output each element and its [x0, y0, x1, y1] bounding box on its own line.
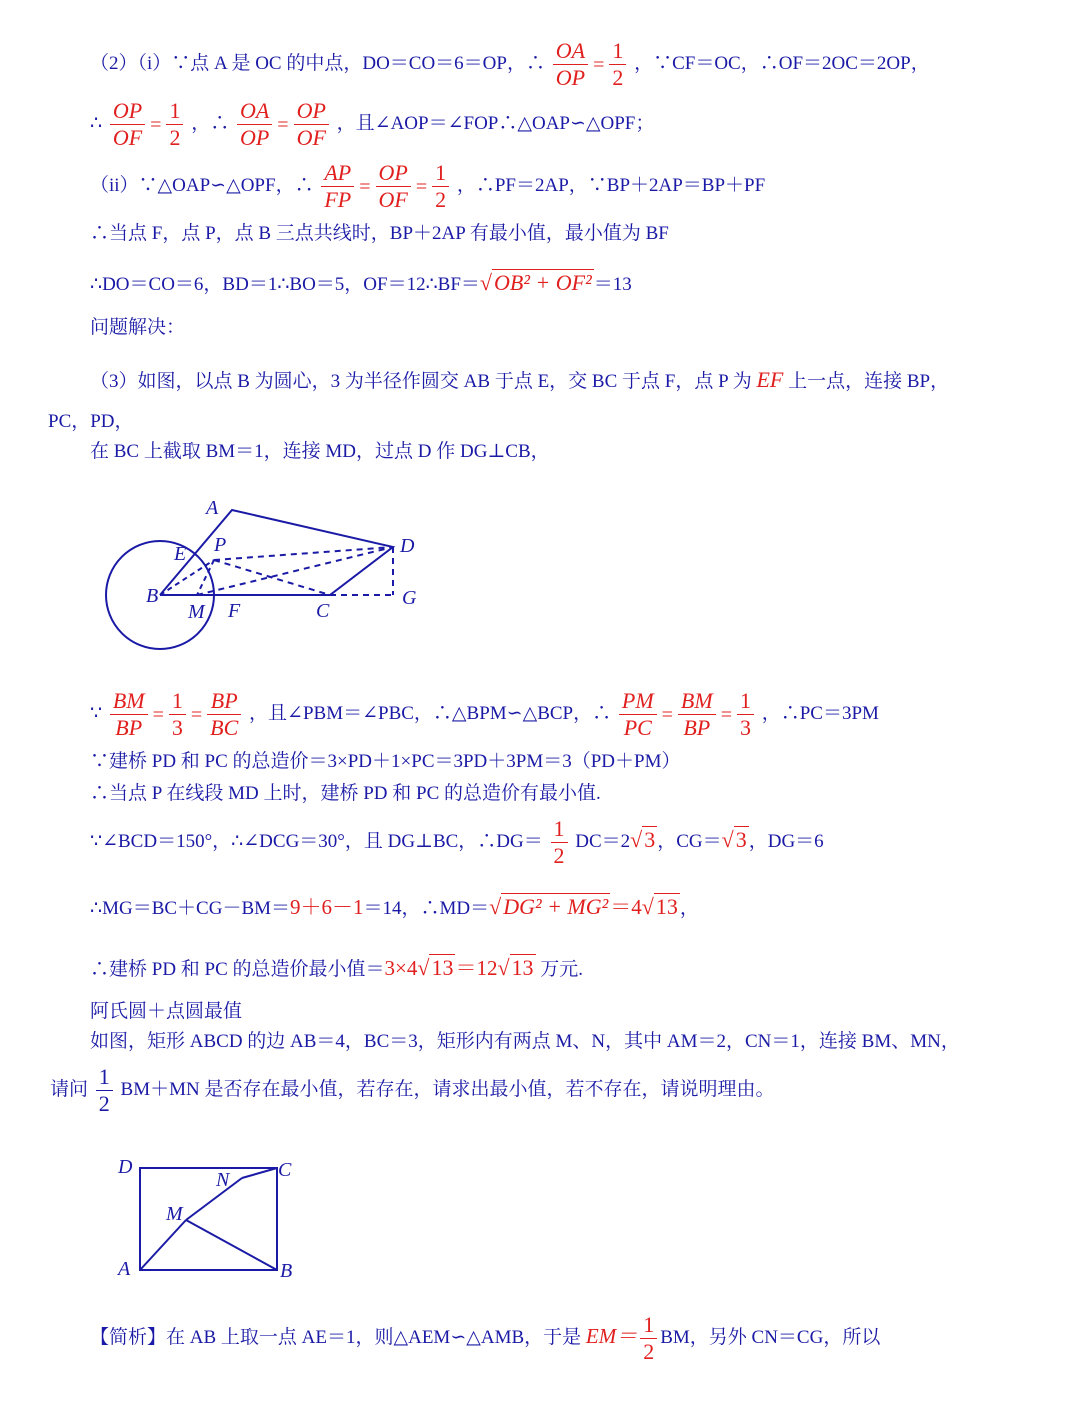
fraction: $\frac{1}{3}$ — [169, 690, 186, 739]
sqrt-expression: √3 — [721, 826, 747, 852]
label-p: P — [214, 534, 227, 556]
part3b-line2: ∵建桥 PD 和 PC 的总造价＝3×PD＋1×PC＝3PD＋3PM＝3（PD＋PM） — [90, 751, 681, 772]
figure-rectangle-abcd — [110, 1150, 310, 1285]
fraction: $\frac{1}{3}$ — [737, 690, 754, 739]
part2-line4: ∴当点 F，点 P，点 B 三点共线时，BP＋2AP 有最小值，最小值为 BF — [90, 223, 669, 244]
label-a2: A — [118, 1258, 131, 1280]
label-a: A — [206, 497, 219, 519]
part3-line1: （3）如图，以点 B 为圆心，3 为半径作圆交 AB 于点 E，交 BC 于点 F，点 P 为 EF 上一点，连接 BP， — [90, 367, 950, 392]
analysis-line: 【简析】在 AB 上取一点 AE＝1，则△AEM∽△AMB，于是 EM＝ $\frac{1}{2}$ BM，另外 CN＝CG，所以 — [90, 1312, 881, 1364]
fraction: $\frac{1}{2}$ — [432, 162, 449, 211]
label-c: C — [316, 600, 330, 622]
part2-line2: ∴ $\frac{OP}{OF}$ = $\frac{1}{2}$ ，∴ $\frac{OA}{OP}$ = $\frac{OP}{OF}$ ，且∠AOP＝∠FOP∴△OAP∽△OPF； — [90, 98, 655, 150]
fraction: $\frac{1}{2}$ — [551, 818, 568, 867]
problem-line1: 如图，矩形 ABCD 的边 AB＝4，BC＝3，矩形内有两点 M、N，其中 AM＝2，CN＝1，连接 BM、MN， — [90, 1031, 960, 1052]
part3b-line5: ∴MG＝BC＋CG－BM＝9＋6－1＝14，∴MD＝√DG² + MG²＝4√13 ， — [90, 894, 699, 919]
problem-line2: 请问 $\frac{1}{2}$ BM＋MN 是否存在最小值，若存在，请求出最小值，若不存在，请说明理由。 — [50, 1064, 775, 1116]
fraction: $\frac{1}{2}$ — [609, 40, 626, 89]
fraction: $\frac{BM}{BP}$ — [110, 690, 148, 739]
fraction: $\frac{BM}{BP}$ — [678, 690, 716, 739]
segment-pd — [214, 547, 393, 560]
figure-circle-quadrilateral — [90, 490, 440, 665]
part2-line1: （2）（i）∵点 A 是 OC 的中点，DO＝CO＝6＝OP，∴ $\frac{OA}{OP}$ = $\frac{1}{2}$ ，∵CF＝OC，∴OF＝2OC＝2OP， — [90, 38, 930, 90]
fraction: $\frac{OP}{OF}$ — [294, 100, 329, 149]
label-d: D — [400, 535, 415, 557]
sqrt-expression: √13 — [497, 955, 534, 980]
sqrt-expression: √3 — [630, 826, 656, 852]
fraction: $\frac{OA}{OP}$ — [237, 100, 272, 149]
label-e: E — [174, 543, 187, 565]
part3b-line6: ∴建桥 PD 和 PC 的总造价最小值＝3×4√13＝12√13 万元. — [90, 955, 584, 980]
label-m: M — [188, 601, 205, 623]
heading-problem-solving: 问题解决： — [90, 317, 186, 338]
sqrt-expression: √OB² + OF² — [479, 270, 592, 295]
sqrt-expression: √DG² + MG² — [489, 894, 609, 919]
fraction: $\frac{1}{2}$ — [96, 1066, 113, 1115]
part3-line3: 在 BC 上截取 BM＝1，连接 MD，过点 D 作 DG⊥CB， — [90, 441, 550, 462]
label-b: B — [146, 585, 159, 607]
fraction: $\frac{OA}{OP}$ — [553, 40, 588, 89]
label-d2: D — [118, 1156, 133, 1178]
part3b-line3: ∴当点 P 在线段 MD 上时，建桥 PD 和 PC 的总造价有最小值. — [90, 783, 601, 804]
heading-apollonius-circle: 阿氏圆＋点圆最值 — [90, 1001, 243, 1022]
quadrilateral-abcd — [160, 510, 393, 595]
fraction: $\frac{OP}{OF}$ — [376, 162, 411, 211]
segment-am — [140, 1220, 186, 1270]
segment-nc — [242, 1168, 277, 1178]
segment-mb — [186, 1220, 277, 1270]
label-b2: B — [280, 1260, 293, 1282]
part3-line2: PC，PD， — [48, 411, 134, 432]
part3b-line4: ∵∠BCD＝150°，∴∠DCG＝30°，且 DG⊥BC，∴DG＝ $\frac{1}{2}$ DC＝2√3 ，CG＝√3 ，DG＝6 — [90, 816, 824, 868]
label-c2: C — [278, 1159, 292, 1181]
label-m2: M — [166, 1203, 183, 1225]
label-n2: N — [216, 1169, 230, 1191]
rectangle-abcd — [140, 1168, 277, 1270]
fraction: $\frac{AP}{FP}$ — [321, 162, 354, 211]
sqrt-expression: √13 — [417, 955, 454, 980]
label-g: G — [402, 587, 417, 609]
fraction: $\frac{OP}{OF}$ — [110, 100, 145, 149]
sqrt-expression: √13 — [641, 894, 678, 919]
part2-line3: （ii）∵△OAP∽△OPF，∴ $\frac{AP}{FP}$ = $\frac{OP}{OF}$ = $\frac{1}{2}$ ，∴PF＝2AP，∵BP＋2AP＝BP＋PF — [90, 160, 766, 212]
fraction: $\frac{BP}{BC}$ — [207, 690, 241, 739]
part3b-line1: ∵ $\frac{BM}{BP}$ = $\frac{1}{3}$ = $\frac{BP}{BC}$ ，且∠PBM＝∠PBC，∴△BPM∽△BCP，∴ $\frac{PM}{PC}$ = $\frac{BM}{BP}$ = $\frac{1}{3}$ ，∴PC＝3PM — [90, 688, 879, 740]
part2-line5: ∴DO＝CO＝6，BD＝1∴BO＝5，OF＝12∴BF＝√OB² + OF² ＝13 — [90, 270, 632, 295]
fraction: $\frac{1}{2}$ — [640, 1314, 657, 1363]
segment-mn — [186, 1178, 242, 1220]
fraction: $\frac{PM}{PC}$ — [619, 690, 657, 739]
label-f: F — [228, 600, 241, 622]
fraction: $\frac{1}{2}$ — [166, 100, 183, 149]
